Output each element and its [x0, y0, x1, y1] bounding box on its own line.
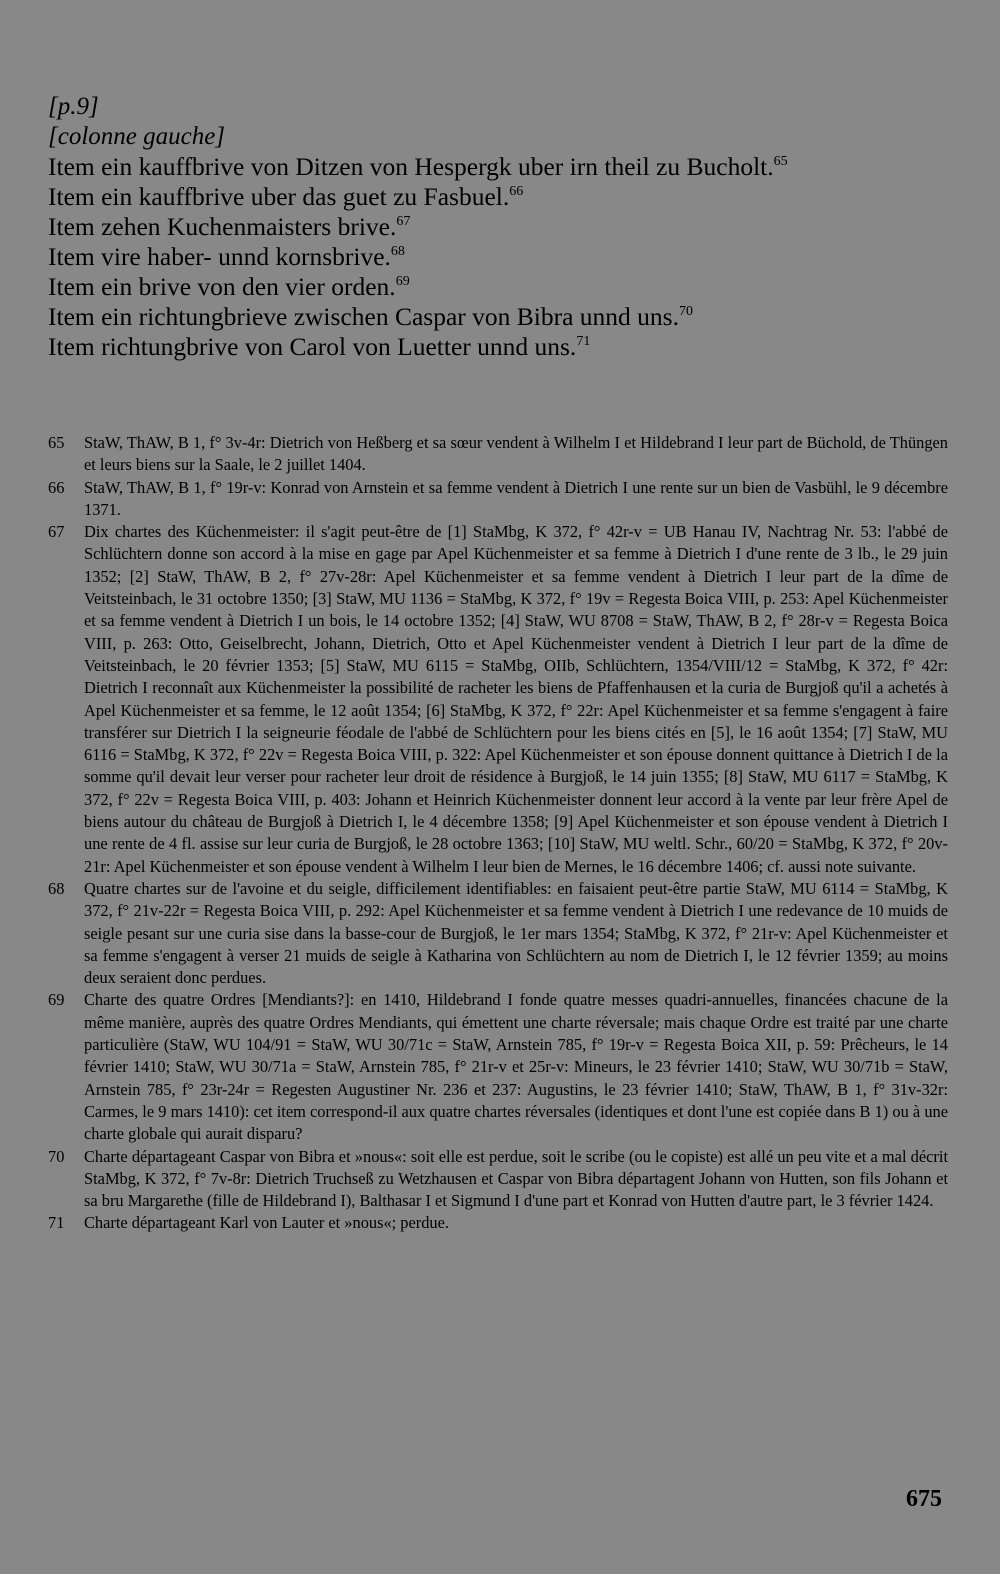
footnote-ref[interactable]: 67	[396, 214, 411, 229]
column-label: [colonne gauche]	[48, 123, 226, 150]
footnote-number: 69	[48, 990, 65, 1010]
footnote-ref[interactable]: 68	[390, 244, 405, 259]
page-number: 675	[906, 1486, 942, 1512]
footnote-ref[interactable]: 65	[773, 154, 788, 169]
main-text	[48, 92, 948, 362]
footnote	[48, 521, 948, 878]
item-line: Item ein kauffbrive von Ditzen von Hespergk uber irn theil zu Bucholt.$^{65}$	[48, 152, 788, 181]
footnote-text: StaW, ThAW, B 1, f° 19r-v: Konrad von Arnstein et sa femme vendent à Dietrich I une rente sur un bien de Vasbühl, le 9 décembre 1371.	[84, 477, 948, 519]
item-line: Item zehen Kuchenmaisters brive.$^{67}$	[48, 212, 411, 241]
footnotes	[48, 432, 948, 1235]
footnote-text: Quatre chartes sur de l'avoine et du seigle, difficilement identifiables: en faisaient peut-être partie StaW, MU 6114 = StaMbg, K 372, f° 21v-22r = Regesta Boica VIII, p. 292: Apel Küchenmeister et sa femme vendent à Dietrich I une redevance de 10 muids de seigle pesant sur une curia sise dans la basse-cour de Burgjoß, le 1er mars 1354; StaMbg, K 372, f° 21r-v: Apel Küchenmeister et sa femme s'engagent à verser 21 muids de seigle à Katharina von Schlüchtern au nom de Dietrich I, le 12 février 1359; au moins deux seraient donc perdues.	[84, 878, 948, 988]
footnote-number: 70	[48, 1146, 65, 1166]
footnote-text: StaW, ThAW, B 1, f° 3v-4r: Dietrich von Heßberg et sa sœur vendent à Wilhelm I et Hildebrand I leur part de Büchold, de Thüngen et leurs biens sur la Saale, le 2 juillet 1404.	[84, 433, 948, 475]
footnote-number: 67	[48, 522, 65, 542]
item-line: Item ein brive von den vier orden.$^{69}$	[48, 272, 410, 301]
footnote-number: 68	[48, 878, 65, 898]
item-line: Item ein richtungbrieve zwischen Caspar von Bibra unnd uns.$^{70}$	[48, 302, 693, 331]
footnote	[48, 989, 948, 1145]
footnote-ref[interactable]: 69	[395, 274, 410, 289]
footnote	[48, 878, 948, 989]
item-line: Item richtungbrive von Carol von Luetter unnd uns.$^{71}$	[48, 332, 591, 361]
page-reference: [p.9]	[48, 93, 99, 120]
footnote-ref[interactable]: 66	[509, 184, 524, 199]
footnote-number: 71	[48, 1213, 65, 1233]
footnote-text: Dix chartes des Küchenmeister: il s'agit peut-être de [1] StaMbg, K 372, f° 42r-v = UB Hanau IV, Nachtrag Nr. 53: l'abbé de Schlüchtern donne son accord à la mise en gage par Apel Küchenmeister et sa femme à Dietrich I d'une rente de 3 lb., le 29 juin 1352; [2] StaW, ThAW, B 2, f° 27v-28r: Apel Küchenmeister et sa femme vendent à Dietrich I leur part de la dîme de Veitsteinbach, le 31 octobre 1350; [3] StaW, MU 1136 = StaMbg, K 372, f° 19v = Regesta Boica VIII, p. 253: Apel Küchenmeister et sa femme vendent à Dietrich I un bois, le 14 octobre 1352; [4] StaW, WU 8708 = StaW, ThAW, B 2, f° 28r-v = Regesta Boica VIII, p. 263: Otto, Geiselbrecht, Johann, Dietrich, Otto et Apel Küchenmeister vendent à Dietrich I leur part de la dîme de Veitsteinbach, le 20 février 1353; [5] StaW, MU 6115 = StaMbg, OIIb, Schlüchtern, 1354/VIII/12 = StaMbg, K 372, f° 42r: Dietrich I reconnaît aux Küchenmeister la possibilité de racheter les biens de Pfaffenhausen et la curia de Burgjoß qu'il a achetés à Apel Küchenmeister et sa femme, le 12 août 1354; [6] StaMbg, K 372, f° 22r: Apel Küchenmeister et sa femme s'engagent à faire transférer sur Dietrich I la seigneurie féodale de l'abbé de Schlüchtern pour les biens cités en [5], le 16 août 1354; [7] StaW, MU 6116 = StaMbg, K 372, f° 22v = Regesta Boica VIII, p. 322: Apel Küchenmeister et son épouse donnent quittance à Dietrich I de la somme qu'il devait leur verser pour racheter leur droit de résidence à Burgjoß, le 14 juin 1355; [8] StaW, MU 6117 = StaMbg, K 372, f° 22v = Regesta Boica VIII, p. 403: Johann et Heinrich Küchenmeister donnent leur accord à la vente par leur frère Apel de biens autour du château de Burgjoß à Dietrich I, le 4 décembre 1358; [9] Apel Küchenmeister et son épouse vendent à Dietrich I une rente de 4 fl. assise sur leur curia de Burgjoß, le 28 octobre 1363; [10] StaW, MU weltl. Schr., 60/20 = StaMbg, K 372, f° 20v-21r: Apel Küchenmeister et son épouse vendent à Wilhelm I leur bien de Mernes, le 16 décembre 1406; cf. aussi note suivante.	[84, 522, 948, 876]
footnote	[48, 1212, 948, 1234]
footnote-number: 66	[48, 477, 65, 497]
footnote	[48, 432, 948, 477]
footnote-ref[interactable]: 71	[576, 334, 591, 349]
footnote	[48, 1146, 948, 1213]
footnote-number: 65	[48, 433, 65, 452]
footnote-ref[interactable]: 70	[678, 304, 693, 319]
footnote-text: Charte des quatre Ordres [Mendiants?]: en 1410, Hildebrand I fonde quatre messes quadri-annuelles, financées chacune de la même manière, auprès des quatre Ordres Mendiants, qui émettent une charte réversale; mais chaque Ordre est traité par une charte particulière (StaW, WU 104/91 = StaW, WU 30/71c = StaW, Arnstein 785, f° 19r-v = Regesta Boica XII, p. 59: Prêcheurs, le 14 février 1410; StaW, WU 30/71a = StaW, Arnstein 785, f° 21r-v et 25r-v: Mineurs, le 23 février 1410; StaW, WU 30/71b = StaW, Arnstein 785, f° 23r-24r = Regesten Augustiner Nr. 236 et 237: Augustins, le 23 février 1410; StaW, ThAW, B 1, f° 31v-32r: Carmes, le 9 mars 1410): cet item correspond-il aux quatre chartes réversales (identiques et dont l'une est copiée dans B 1) ou à une charte globale qui aurait disparu?	[84, 990, 948, 1144]
footnote	[48, 477, 948, 522]
footnote-text: Charte départageant Karl von Lauter et »nous«; perdue.	[84, 1213, 450, 1233]
item-line: Item vire haber- unnd kornsbrive.$^{68}$	[48, 242, 405, 271]
item-line: Item ein kauffbrive uber das guet zu Fasbuel.$^{66}$	[48, 182, 524, 211]
footnote-text: Charte départageant Caspar von Bibra et »nous«: soit elle est perdue, soit le scribe (ou le copiste) est allé un peu vite et a mal décrit StaMbg, K 372, f° 7v-8r: Dietrich Truchseß zu Wetzhausen et Caspar von Bibra départagent Johann von Hutten, son fils Johann et sa bru Margarethe (fille de Hildebrand I), Balthasar I et Sigmund I d'une part et Konrad von Hutten d'autre part, le 3 février 1424.	[84, 1146, 948, 1211]
